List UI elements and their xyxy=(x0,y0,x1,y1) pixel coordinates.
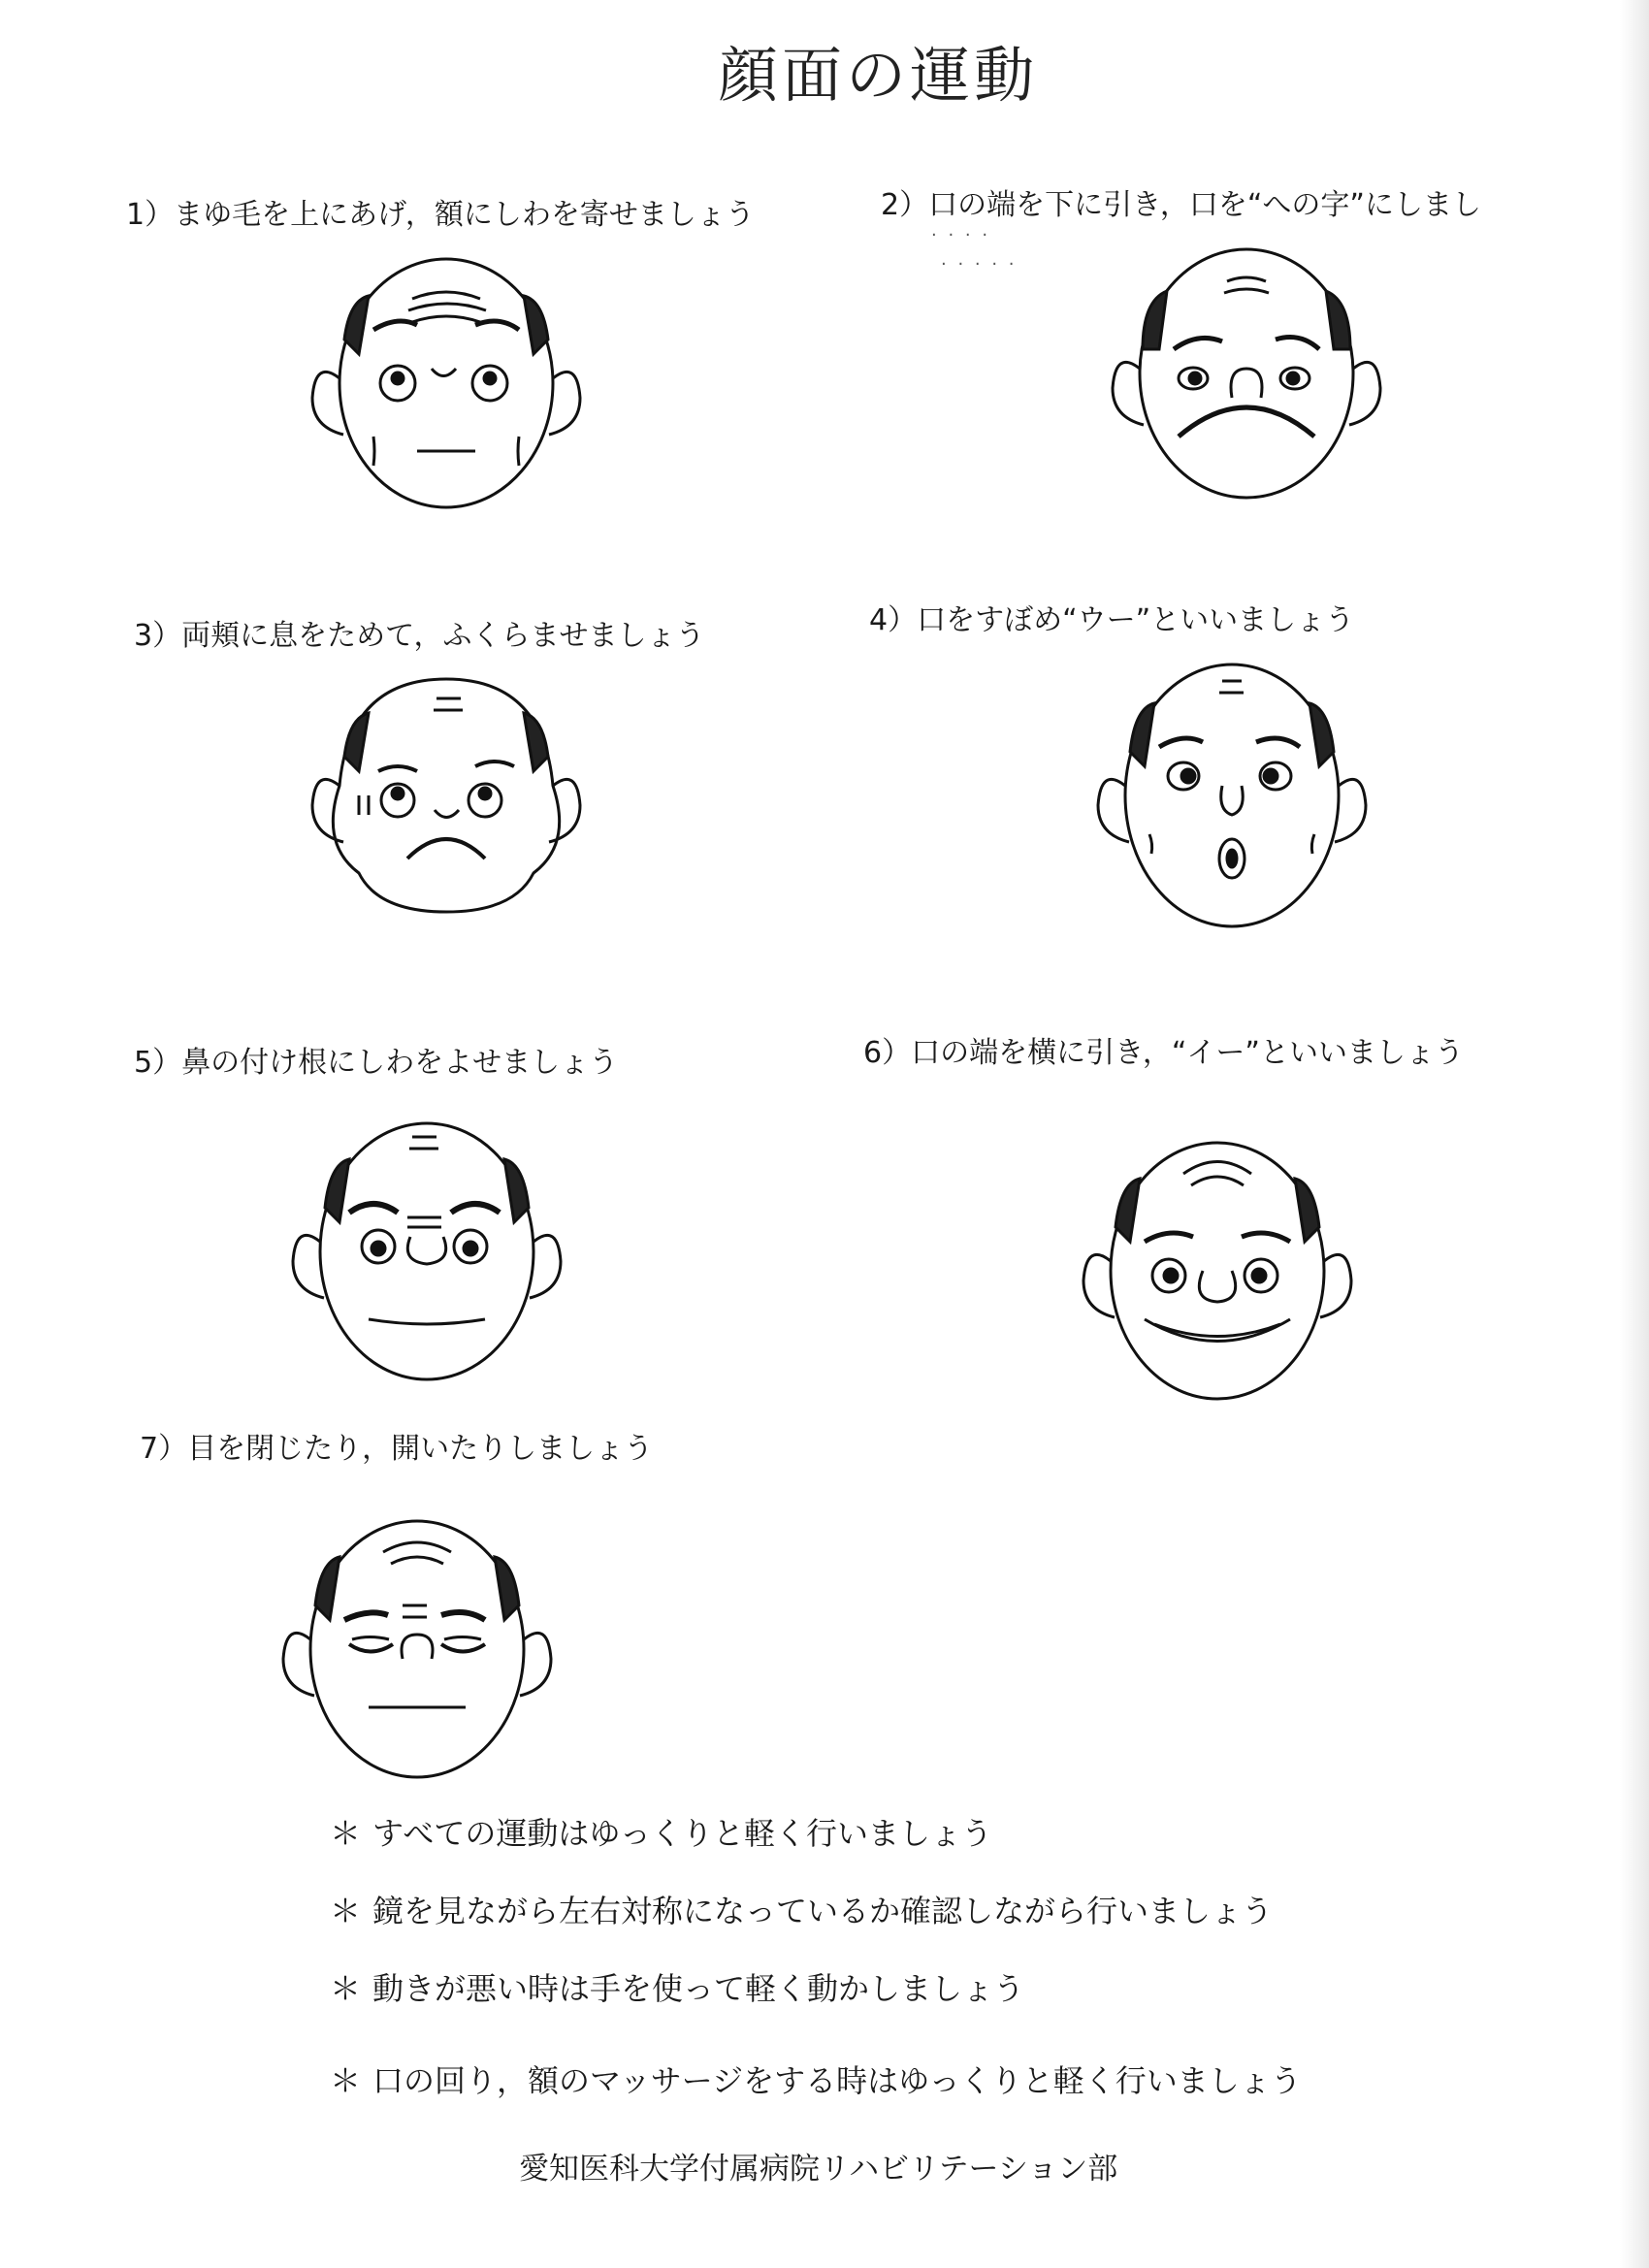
scan-edge-shadow xyxy=(1620,0,1649,2268)
exercise-7-label: 7）目を閉じたり，開いたりしましょう xyxy=(140,1432,654,1466)
face-nose-wrinkle-icon xyxy=(286,1116,567,1392)
face-eyes-closed-icon xyxy=(276,1513,558,1790)
scan-speck: · · · · xyxy=(931,225,991,245)
face-wide-smile-icon xyxy=(1077,1135,1358,1411)
exercise-4-label: 4）口をすぼめ“ウー”といいましょう xyxy=(869,603,1355,637)
note-item: ＊ 鏡を見ながら左右対称になっているか確認しながら行いましょう xyxy=(330,1893,1274,1929)
note-item: ＊ 口の回り，額のマッサージをする時はゆっくりと軽く行いましょう xyxy=(330,2062,1302,2099)
face-pursed-lips-icon xyxy=(1091,660,1373,941)
exercise-5-label: 5）鼻の付け根にしわをよせましょう xyxy=(134,1046,619,1080)
footer-department: 愛知医科大学付属病院リハビリテーション部 xyxy=(519,2152,1118,2187)
exercise-3-label: 3）両頬に息をためて，ふくらませましょう xyxy=(134,619,705,653)
face-frown-icon xyxy=(1106,243,1387,514)
page-title: 顔面の運動 xyxy=(718,40,1039,111)
exercise-2-label: 2）口の端を下に引き，口を“への字”にしまし xyxy=(881,188,1481,222)
face-puffed-cheeks-icon xyxy=(306,669,587,931)
exercise-6-label: 6）口の端を横に引き，“イー”といいましょう xyxy=(863,1036,1464,1070)
scan-speck: · · · · · xyxy=(941,254,1018,275)
face-brows-raised-icon xyxy=(306,252,587,524)
note-item: ＊ すべての運動はゆっくりと軽く行いましょう xyxy=(330,1815,993,1852)
exercise-1-label: 1）まゆ毛を上にあげ，額にしわを寄せましょう xyxy=(126,198,755,232)
note-item: ＊ 動きが悪い時は手を使って軽く動かしましょう xyxy=(330,1970,1025,2007)
